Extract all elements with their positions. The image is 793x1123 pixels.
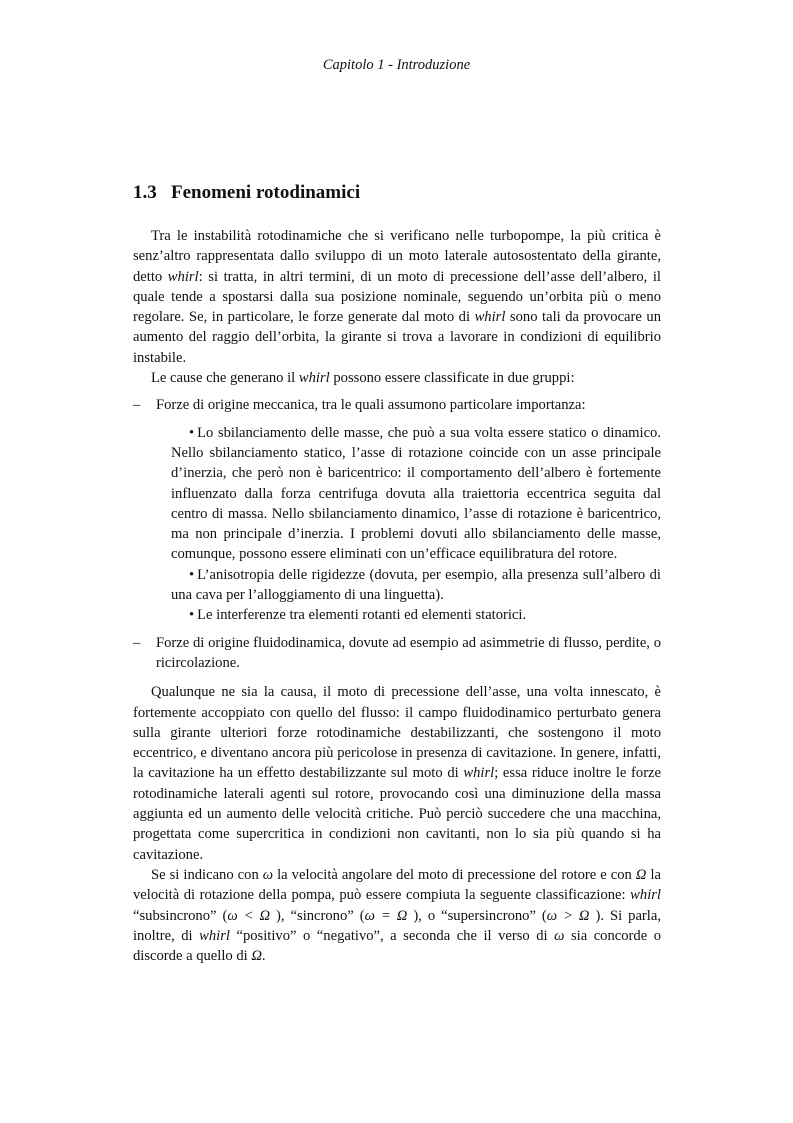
running-header: Capitolo 1 - Introduzione (322, 57, 471, 73)
section-title: Fenomeni rotodinamici (171, 182, 361, 203)
section-number: 1.3 (133, 182, 157, 203)
bullet-item-interference: • Le interferenze tra elementi rotanti ed elementi statorici. (189, 607, 527, 624)
relation-supersync: ω > Ω (546, 907, 590, 924)
bullet-marker: • (189, 424, 195, 441)
paragraph-coupling: Qualunque ne sia la causa, il moto di precessione dell’asse, una volta innescato, è fortemente accoppiato con quello del flusso: il campo fluidodinamico perturbato genera sulla girante ulteriori forze rotodinamiche destabilizzanti, che sostengono il moto eccentrico, e diventano ancora più pericolose in presenza di cavitazione. In genere, infatti, la cavitazione ha un effetto destabilizzante sul moto di whirl; essa riduce inoltre le forze rotodinamiche laterali agenti sul rotore, provocando così una diminuzione della massa aggiunta ed un aumento delle velocità critiche. Può perciò succedere che una macchina, progettata come supercritica in condizioni non cavitanti, non lo sia più quando si ha cavitazione. (133, 684, 662, 863)
bullet-item-anisotropy: • L’anisotropia delle rigidezze (dovuta, per esempio, alla presenza sull’albero di una cava per l’alloggiamento di una linguetta). (171, 566, 661, 604)
dash-marker: – (133, 634, 141, 651)
paragraph-causes: Le cause che generano il whirl possono essere classificate in due gruppi: (151, 370, 575, 387)
body-text (133, 226, 661, 966)
relation-sync: ω = Ω (364, 907, 408, 924)
section-heading (133, 182, 663, 204)
list-item-mechanical: – Forze di origine meccanica, tra le quali assumono particolare importanza: (133, 395, 661, 415)
bullet-list (171, 423, 661, 626)
bullet-marker: • (189, 607, 195, 624)
list-item-fluid: – Forze di origine fluidodinamica, dovute ad esempio ad asimmetrie di flusso, perdite, o ricircolazione. (133, 634, 661, 671)
paragraph-classification: Se si indicano con ω la velocità angolare del moto di precessione del rotore e con Ω la velocità di rotazione della pompa, può essere compiuta la seguente classificazione: whirl “subsincrono” (ω < Ω ), “sincrono” (ω = Ω ), o “supersincrono” (ω > Ω ). Si parla, inoltre, di whirl “positivo” o “negativo”, a seconda che il verso di ω sia concorde o discorde a quello di Ω. (133, 866, 662, 965)
dash-marker: – (133, 397, 141, 414)
paragraph-intro: Tra le instabilità rotodinamiche che si verificano nelle turbopompe, la più critica è senz’altro rappresentata dallo sviluppo di un moto laterale autosostentato della girante, detto whirl: si tratta, in altri termini, di un moto di precessione dell’asse dell’albero, il quale tende a spostarsi dalla sua posizione nominale, seguendo un’orbita più o meno regolare. Se, in particolare, le forze generate dal moto di whirl sono tali da provocare un aumento del raggio dell’orbita, la girante si trova a lavorare in condizioni di equilibrio instabile. (133, 228, 661, 366)
bullet-marker: • (189, 566, 195, 583)
bullet-item-unbalance: • Lo sbilanciamento delle masse, che può a sua volta essere statico o dinamico. Nello sbilanciamento statico, l’asse di rotazione coincide con un asse principale d’inerzia, che però non è baricentrico: il comportamento dell’albero è fortemente influenzato dalla forza centrifuga dovuta alla traiettoria eccentrica seguita dal centro di massa. Nello sbilanciamento dinamico, l’asse di rotazione è baricentrico, ma non principale d’inerzia. I problemi dovuti allo sbilanciamento delle masse, comunque, possono essere eliminati con un’efficace equilibratura del rotore. (171, 424, 661, 563)
relation-subsync: ω < Ω (227, 907, 271, 924)
